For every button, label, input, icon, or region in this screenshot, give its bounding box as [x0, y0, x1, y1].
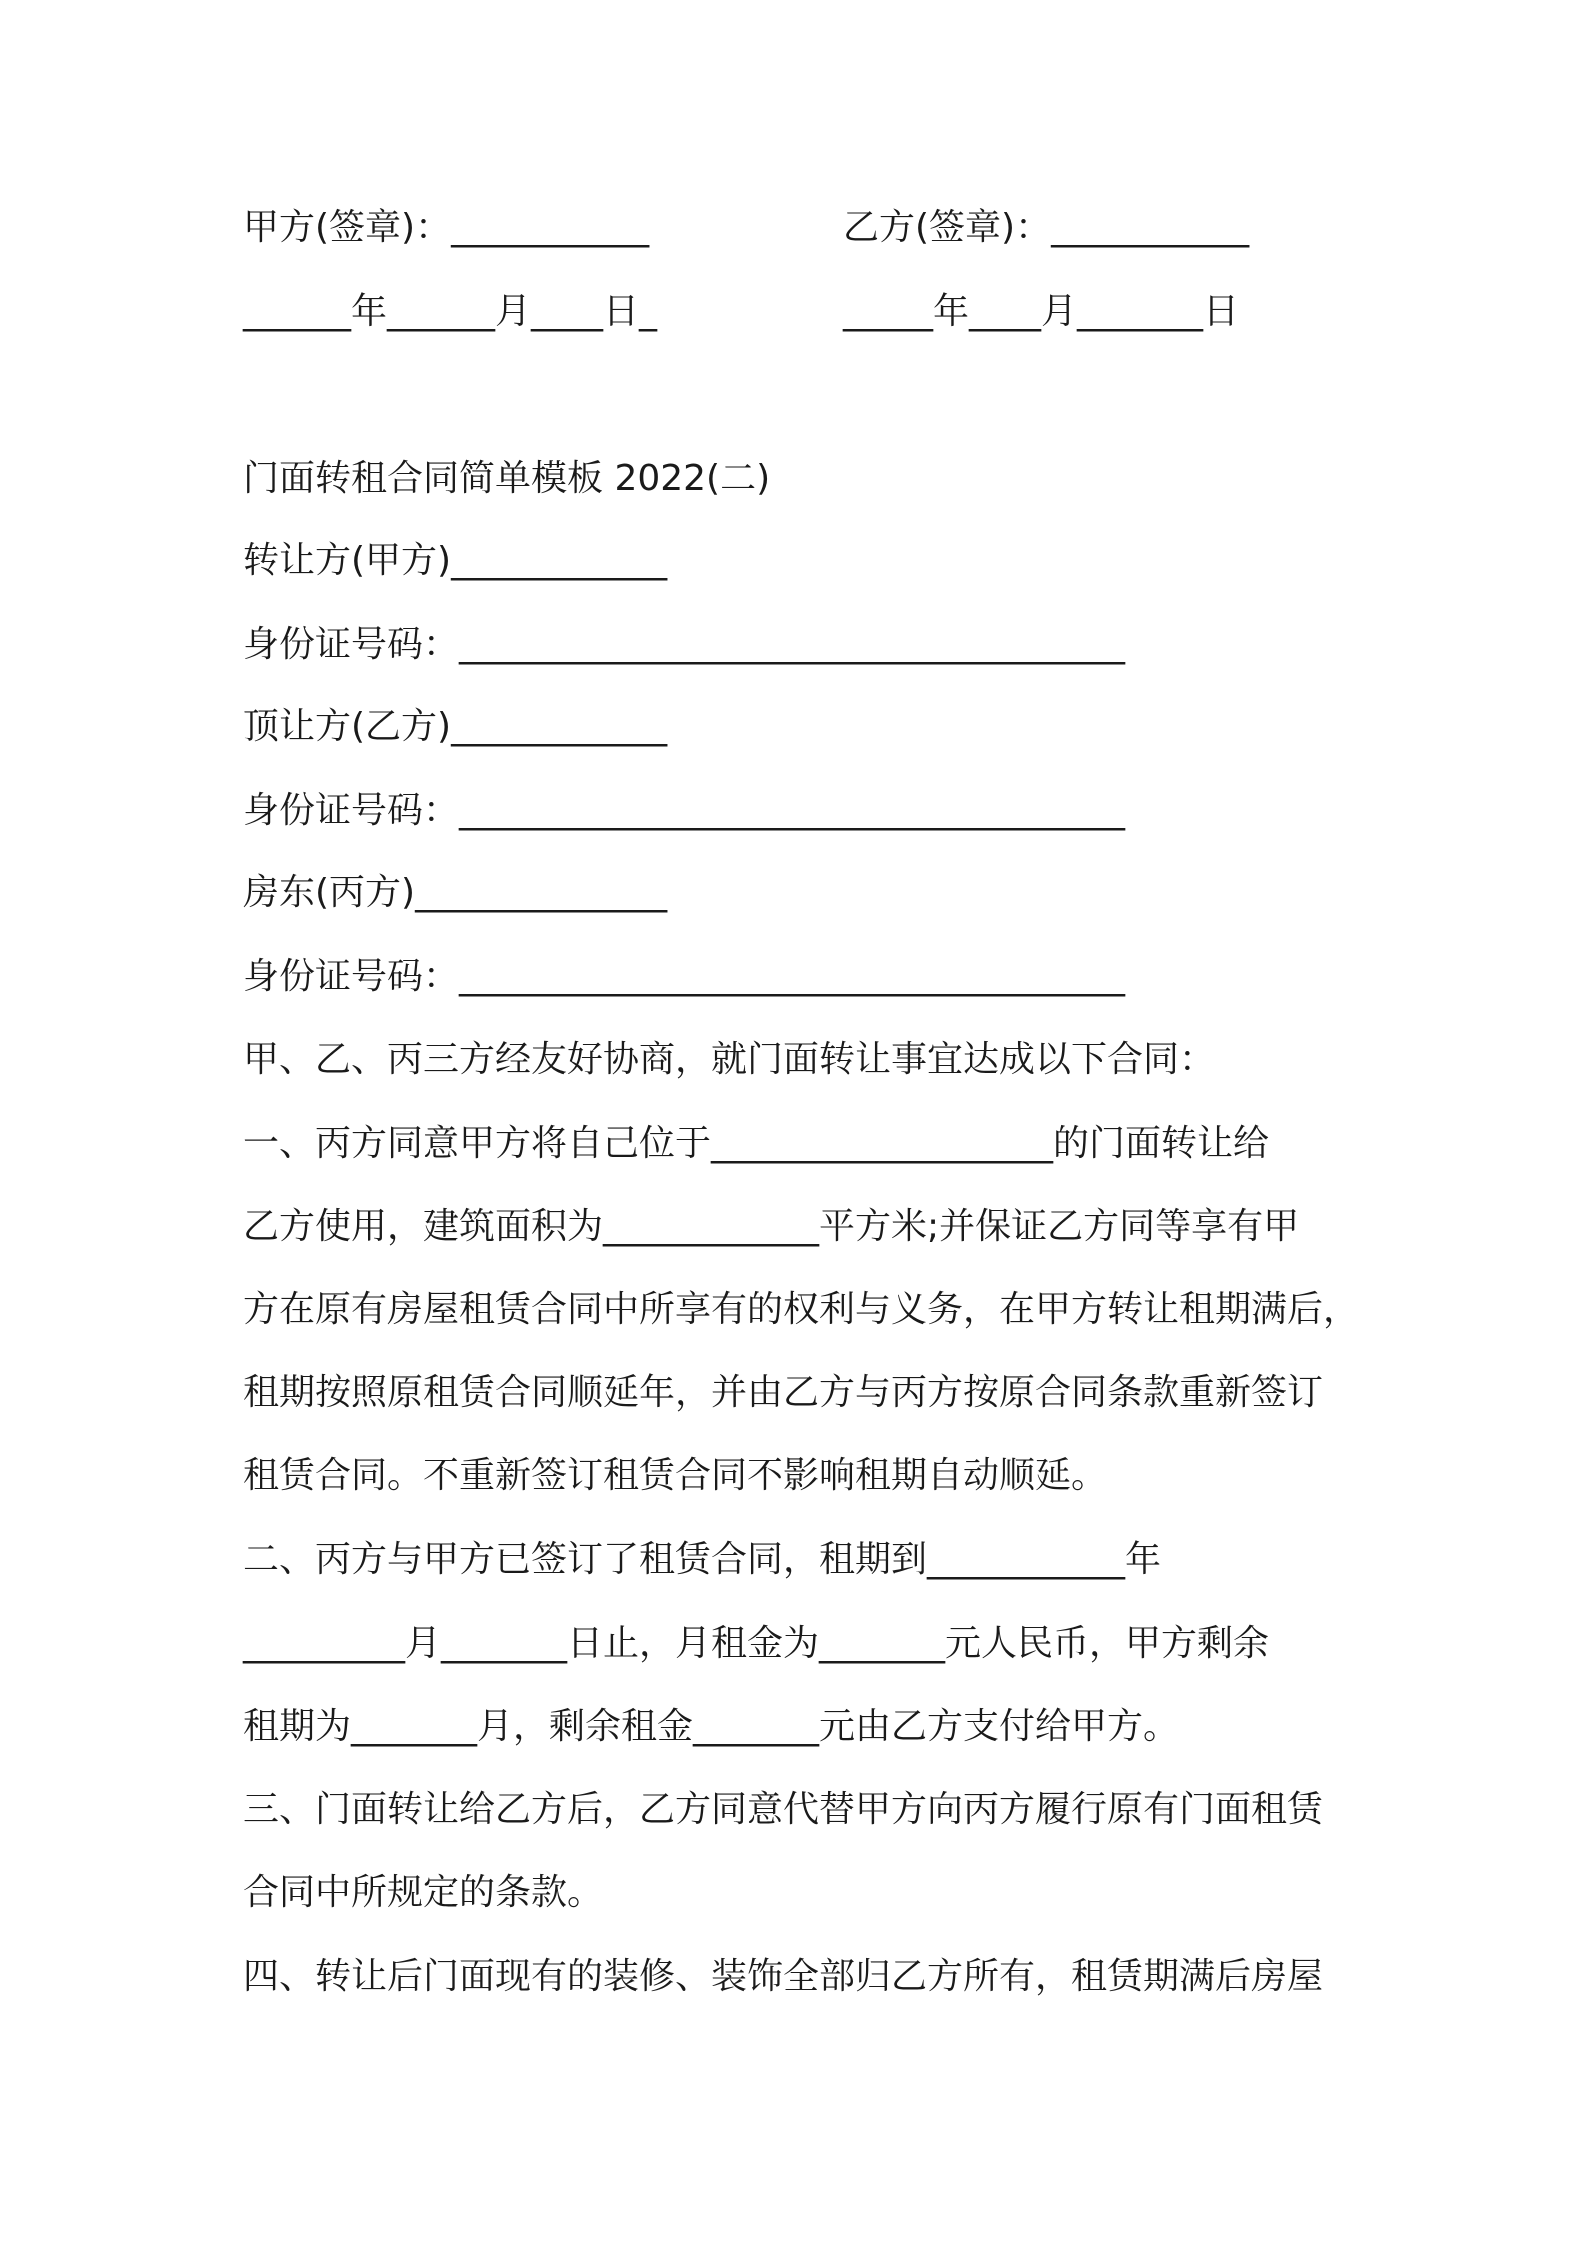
clause-3-line-1: 三、门面转让给乙方后，乙方同意代替甲方向丙方履行原有门面租赁: [243, 1789, 1324, 1830]
clause-1-line-2: 乙方使用，建筑面积为____________平方米;并保证乙方同等享有甲: [243, 1206, 1300, 1247]
clause-2-line-3: 租期为_______月，剩余租金_______元由乙方支付给甲方。: [243, 1706, 1180, 1747]
transferor-id-line: 身份证号码：_____________________________________: [243, 624, 1126, 665]
landlord-id-line: 身份证号码：_____________________________________: [243, 956, 1126, 997]
clause-1-line-1: 一、丙方同意甲方将自己位于___________________的门面转让给: [243, 1123, 1270, 1164]
clause-1-line-4: 租期按照原租赁合同顺延年，并由乙方与丙方按原合同条款重新签订: [243, 1372, 1324, 1413]
party-a-date: ______年______月____日_: [243, 291, 657, 332]
clause-1-line-5: 租赁合同。不重新签订租赁合同不影响租期自动顺延。: [243, 1455, 1108, 1496]
clause-3-line-2: 合同中所规定的条款。: [243, 1872, 604, 1913]
transferee-line: 顶让方(乙方)____________: [243, 706, 668, 747]
clause-4-line-1: 四、转让后门面现有的装修、装饰全部归乙方所有，租赁期满后房屋: [243, 1956, 1324, 1997]
party-b-date: _____年____月_______日: [843, 291, 1239, 332]
transferor-line: 转让方(甲方)____________: [243, 540, 668, 581]
document-title: 门面转租合同简单模板 2022(二): [243, 458, 771, 499]
intro-paragraph: 甲、乙、丙三方经友好协商，就门面转让事宜达成以下合同：: [243, 1039, 1216, 1080]
landlord-line: 房东(丙方)______________: [243, 872, 668, 913]
party-a-signature: 甲方(签章)：___________: [243, 207, 650, 248]
clause-2-line-1: 二、丙方与甲方已签订了租赁合同，租期到___________年: [243, 1539, 1162, 1580]
transferee-id-line: 身份证号码：_____________________________________: [243, 790, 1126, 831]
party-b-signature: 乙方(签章)：___________: [843, 207, 1250, 248]
clause-1-line-3: 方在原有房屋租赁合同中所享有的权利与义务，在甲方转让租期满后，: [243, 1289, 1360, 1330]
clause-2-line-2: _________月_______日止，月租金为_______元人民币，甲方剩余: [243, 1623, 1270, 1664]
